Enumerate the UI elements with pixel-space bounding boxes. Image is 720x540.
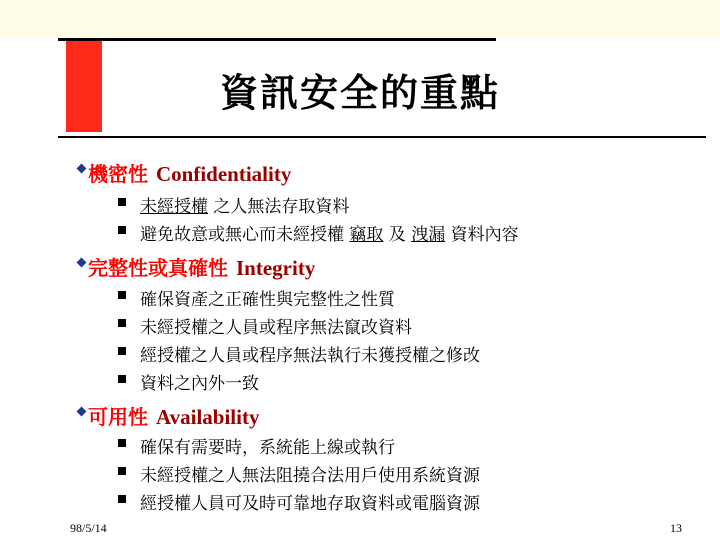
square-bullet-icon — [118, 495, 126, 503]
bullet-item: 資料之內外一致 — [140, 369, 259, 394]
heading-en: Availability — [156, 405, 260, 429]
diamond-bullet-icon — [77, 407, 87, 417]
bullet-item: 避免故意或無心而未經授權 竊取 及 洩漏 資料內容 — [140, 220, 519, 245]
section-heading-confidentiality — [88, 158, 291, 187]
footer-date: 98/5/14 — [70, 521, 107, 535]
square-bullet-icon — [118, 226, 126, 234]
top-rule — [58, 38, 496, 41]
square-bullet-icon — [118, 467, 126, 475]
section-heading-availability — [88, 401, 259, 430]
diamond-bullet-icon — [77, 164, 87, 174]
heading-en: Integrity — [236, 256, 316, 280]
bullet-item: 確保資產之正確性與完整性之性質 — [140, 285, 395, 310]
bullet-item: 經授權人員可及時可靠地存取資料或電腦資源 — [140, 489, 480, 514]
heading-en: Confidentiality — [156, 162, 292, 186]
title-rule — [58, 136, 706, 138]
page-number: 13 — [670, 521, 682, 535]
bullet-item: 確保有需要時，系統能上線或執行 — [140, 433, 395, 458]
square-bullet-icon — [118, 439, 126, 447]
heading-zh: 機密性 — [88, 162, 148, 186]
heading-zh: 完整性或真確性 — [88, 256, 228, 280]
bullet-item: 未經授權之人員或程序無法竄改資料 — [140, 313, 412, 338]
bullet-item: 經授權之人員或程序無法執行未獲授權之修改 — [140, 341, 480, 366]
section-heading-integrity — [88, 252, 315, 281]
square-bullet-icon — [118, 198, 126, 206]
square-bullet-icon — [118, 291, 126, 299]
diamond-bullet-icon — [77, 258, 87, 268]
square-bullet-icon — [118, 375, 126, 383]
square-bullet-icon — [118, 347, 126, 355]
heading-zh: 可用性 — [88, 405, 148, 429]
slide-title: 資訊安全的重點 — [219, 71, 500, 115]
top-band — [0, 0, 720, 38]
bullet-item: 未經授權 之人無法存取資料 — [140, 192, 349, 217]
square-bullet-icon — [118, 319, 126, 327]
bullet-item: 未經授權之人無法阻撓合法用戶使用系統資源 — [140, 461, 480, 486]
